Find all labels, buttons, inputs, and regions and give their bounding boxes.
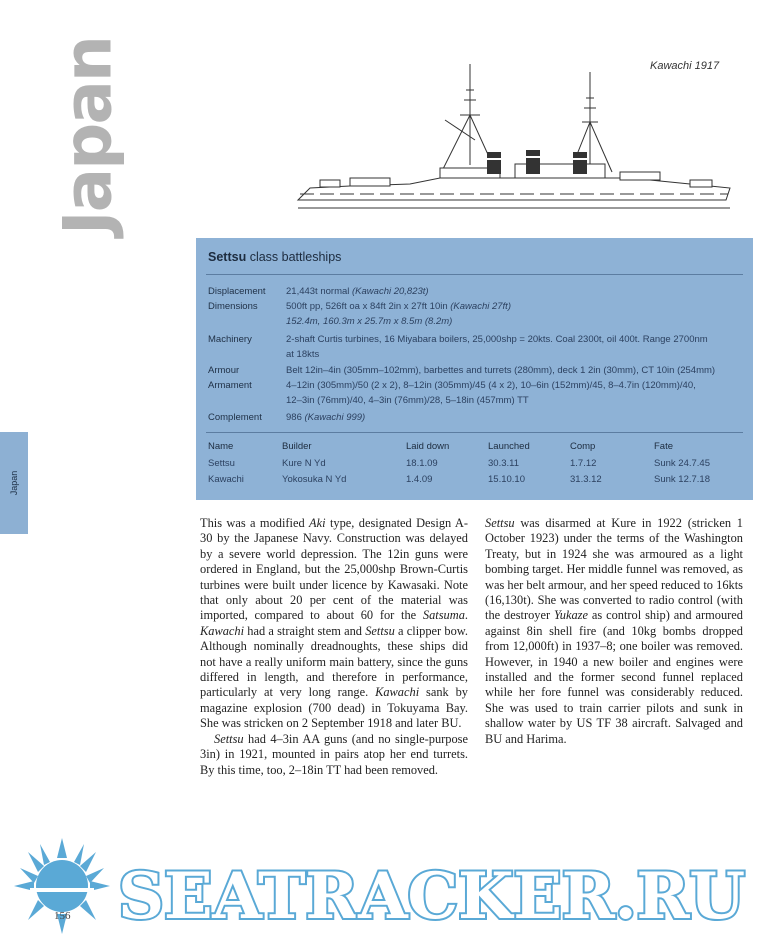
spec-label-displacement: Displacement xyxy=(208,286,266,297)
spec-value-displacement: 21,443t normal (Kawachi 20,823t) xyxy=(286,286,429,297)
table-header: Launched xyxy=(488,441,530,452)
table-header: Name xyxy=(208,441,234,452)
table-cell: 31.3.12 xyxy=(570,474,602,485)
side-tab-label: Japan xyxy=(9,470,19,496)
italic-term: Settsu xyxy=(365,623,395,638)
italic-term: Settsu xyxy=(485,516,515,530)
spec-label-armament: Armament xyxy=(208,380,252,391)
figure-caption: Kawachi 1917 xyxy=(650,60,720,72)
italic-term: Kawachi xyxy=(200,623,245,638)
paragraph: This was a modified Aki type, designated Design A-30 by the Japanese Navy. Construction was delayed by a severe world depression. The 12in guns were ordered in England, but the 25,000shp Brown-Curtis turbines were built under licence by Kawasaki. Note that only about 20 per cent of the material was imported, compared to about 60 for the Satsuma. Kawachi had a straight stem and Settsu a clipper bow. Although nominally dreadnoughts, these ships did not have a really uniform main battery, since the guns differed in length, and therefore in performance, particularly at very long range. Kawachi sank by magazine explosion (700 dead) in Tokuyama Bay. She was stricken on 2 September 1918 and later BU. xyxy=(200,516,469,731)
table-header: Comp xyxy=(570,441,596,452)
text-column-right xyxy=(485,516,743,747)
text-column-left xyxy=(200,516,468,778)
paragraph: Settsu had 4–3in AA guns (and no single-purpose 3in) in 1921, mounted in pairs atop her end turrets. By this time, too, 2–18in TT had been removed. xyxy=(200,731,468,777)
spec-label-complement: Complement xyxy=(208,412,262,423)
table-cell: Settsu xyxy=(208,458,235,469)
spec-label-dimensions: Dimensions xyxy=(208,301,258,312)
page-number: 156 xyxy=(54,910,71,922)
table-cell: 18.1.09 xyxy=(406,458,438,469)
panel-divider xyxy=(206,432,743,433)
table-cell: 1.7.12 xyxy=(570,458,597,469)
table-cell: Sunk 24.7.45 xyxy=(654,458,710,469)
italic-term: Kawachi xyxy=(375,685,420,700)
spec-panel xyxy=(196,238,753,500)
spec-value-dimensions: 500ft pp, 526ft oa x 84ft 2in x 27ft 10in (Kawachi 27ft) xyxy=(286,301,511,312)
panel-title xyxy=(208,250,341,264)
paragraph: Settsu was disarmed at Kure in 1922 (stricken 1 October 1923) under the terms of the Washington Treaty, but in 1924 she was armoured as a light bombing target. Her middle funnel was removed, as was her belt armour, and her speed reduced to 16kts (16,130t). She was converted to radio control (with the destroyer Yukaze as control ship) and armoured against 8in shell fire (and 10kg bombs dropped from 12,000ft) in 1937–8; one boiler was removed. However, in 1940 a new boiler and engines were installed and the former second funnel replaced while her fore funnel was considerably reduced. She was used to train carrier pilots and sunk in shallow water by US TF 38 aircraft. Salvaged and BU and Harima. xyxy=(485,516,743,746)
panel-divider xyxy=(206,274,743,275)
table-cell: 15.10.10 xyxy=(488,474,525,485)
table-cell: Yokosuka N Yd xyxy=(282,474,347,485)
watermark-text: SEATRACKER.RU xyxy=(118,859,746,934)
table-header: Laid down xyxy=(406,441,450,452)
table-cell: Kure N Yd xyxy=(282,458,326,469)
spec-value-complement: 986 (Kawachi 999) xyxy=(286,412,366,423)
table-cell: 30.3.11 xyxy=(488,458,519,469)
spec-label-machinery: Machinery xyxy=(208,334,252,345)
table-header: Builder xyxy=(282,441,312,452)
spec-value-armour: Belt 12in–4in (305mm–102mm), barbettes and turrets (280mm), deck 1 2in (30mm), CT 10in (254mm) xyxy=(286,365,716,376)
table-cell: 1.4.09 xyxy=(406,474,433,485)
table-header: Fate xyxy=(654,441,674,452)
italic-term: Satsuma xyxy=(422,608,465,623)
italic-term: Yukaze xyxy=(554,608,588,623)
table-cell: Sunk 12.7.18 xyxy=(654,474,710,485)
watermark xyxy=(0,838,778,947)
spec-value-armament-line2: 12–3in (76mm)/40, 4–3in (76mm)/28, 5–18in (457mm) TT xyxy=(286,395,529,406)
spec-value-machinery-line2: at 18kts xyxy=(286,349,320,360)
side-tab xyxy=(0,432,28,534)
italic-term: Aki xyxy=(309,516,326,530)
spec-value-dimensions-metric: 152.4m, 160.3m x 25.7m x 8.5m (8.2m) xyxy=(286,316,453,327)
table-cell: Kawachi xyxy=(208,474,244,485)
ship-illustration xyxy=(290,60,740,220)
class-name: Settsu xyxy=(208,250,247,264)
section-title xyxy=(49,37,127,235)
italic-term: Settsu xyxy=(214,731,244,746)
spec-value-machinery: 2-shaft Curtis turbines, 16 Miyabara boilers, 25,000shp = 20kts. Coal 2300t, oil 400t. Range 2700nm xyxy=(286,334,708,345)
spec-value-armament: 4–12in (305mm)/50 (2 x 2), 8–12in (305mm)/45 (4 x 2), 10–6in (152mm)/45, 8–4.7in (120mm)/40, xyxy=(286,380,696,391)
class-suffix: class battleships xyxy=(249,250,342,264)
spec-label-armour: Armour xyxy=(208,365,240,376)
section-title-text: Japan xyxy=(49,37,127,235)
